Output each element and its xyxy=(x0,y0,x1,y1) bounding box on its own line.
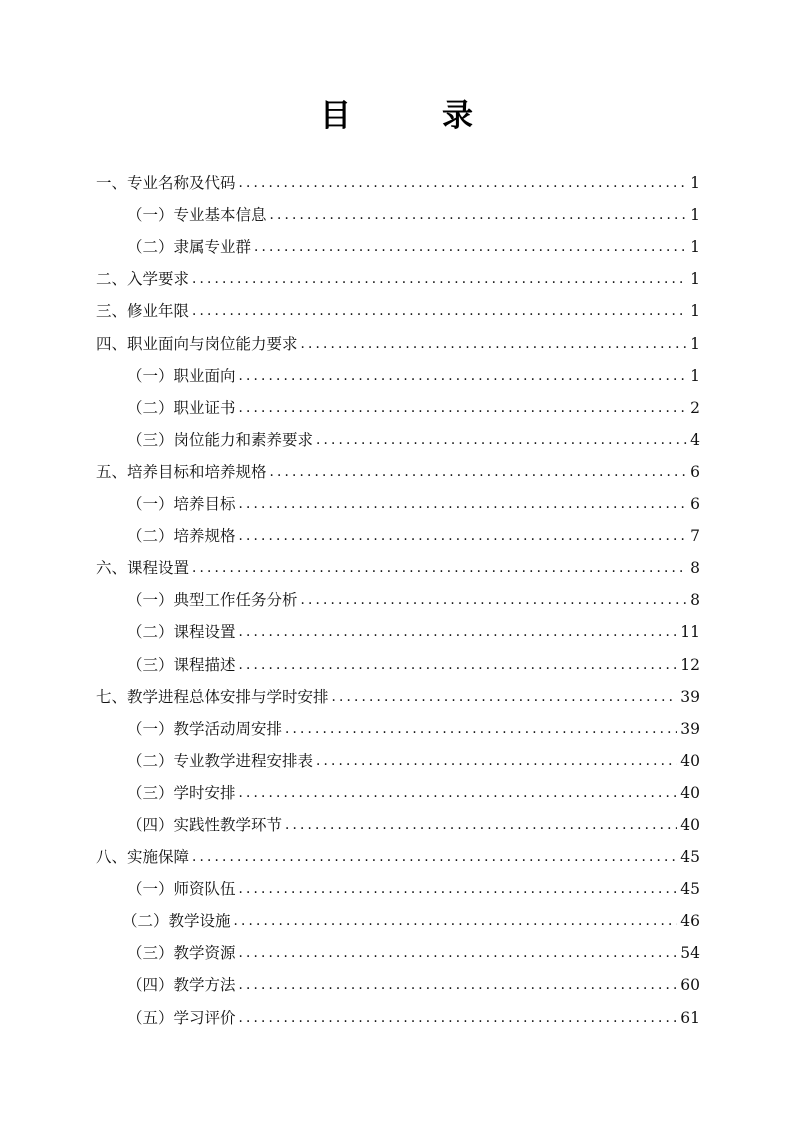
toc-entry-page: 46 xyxy=(680,912,700,931)
toc-dot-leader xyxy=(332,687,678,709)
toc-entry[interactable] xyxy=(96,323,700,355)
toc-entry-label: （三）岗位能力和素养要求 xyxy=(127,430,314,449)
toc-entry[interactable] xyxy=(96,388,700,420)
toc-entry[interactable] xyxy=(96,259,700,291)
toc-dot-leader xyxy=(239,526,687,548)
toc-entry[interactable] xyxy=(96,484,700,516)
toc-dot-leader xyxy=(239,398,687,420)
toc-entry-page: 6 xyxy=(690,495,700,514)
toc-dot-leader xyxy=(316,430,687,452)
toc-entry-page: 2 xyxy=(690,398,700,417)
toc-dot-leader xyxy=(239,783,678,805)
toc-entry-label: 四、职业面向与岗位能力要求 xyxy=(96,334,298,353)
toc-entry[interactable] xyxy=(96,516,700,548)
toc-entry-label: 一、专业名称及代码 xyxy=(96,174,236,193)
toc-entry-label: （三）学时安排 xyxy=(127,783,236,802)
toc-entry-label: （四）教学方法 xyxy=(127,976,236,995)
toc-dot-leader xyxy=(239,366,687,388)
toc-entry-label: （二）培养规格 xyxy=(127,527,236,546)
toc-entry-label: （二）隶属专业群 xyxy=(127,238,252,257)
toc-entry-page: 1 xyxy=(690,270,700,289)
toc-entry-page: 60 xyxy=(680,976,700,995)
toc-entry-page: 6 xyxy=(690,462,700,481)
toc-entry-label: （一）培养目标 xyxy=(127,495,236,514)
toc-dot-leader xyxy=(285,719,677,741)
toc-entry[interactable] xyxy=(96,644,700,676)
toc-entry[interactable] xyxy=(96,965,700,997)
toc-entry[interactable] xyxy=(96,901,700,933)
page-title: 目 录 xyxy=(320,98,503,134)
toc-entry-label: （三）教学资源 xyxy=(127,944,236,963)
toc-dot-leader xyxy=(301,590,687,612)
toc-dot-leader xyxy=(270,205,687,227)
toc-entry[interactable] xyxy=(96,291,700,323)
toc-entry[interactable] xyxy=(96,356,700,388)
toc-entry[interactable] xyxy=(96,548,700,580)
toc-entry[interactable] xyxy=(96,163,700,195)
toc-dot-leader xyxy=(239,975,678,997)
toc-entry-page: 1 xyxy=(690,334,700,353)
toc-entry-page: 54 xyxy=(680,944,700,963)
table-of-contents xyxy=(96,163,700,1030)
toc-entry-page: 1 xyxy=(690,206,700,225)
toc-entry[interactable] xyxy=(96,805,700,837)
toc-dot-leader xyxy=(239,494,687,516)
toc-entry-label: （四）实践性教学环节 xyxy=(127,815,283,834)
toc-entry-label: （一）教学活动周安排 xyxy=(127,719,283,738)
toc-entry[interactable] xyxy=(96,677,700,709)
toc-entry-page: 39 xyxy=(680,719,700,738)
toc-entry-page: 1 xyxy=(690,366,700,385)
toc-entry-page: 7 xyxy=(690,527,700,546)
toc-entry[interactable] xyxy=(96,195,700,227)
toc-entry-page: 45 xyxy=(680,848,700,867)
toc-dot-leader xyxy=(301,334,687,356)
toc-entry-page: 39 xyxy=(680,687,700,706)
toc-entry-label: （二）课程设置 xyxy=(127,623,236,642)
toc-entry-page: 61 xyxy=(680,1008,700,1027)
toc-entry-page: 45 xyxy=(680,880,700,899)
toc-entry-label: 七、教学进程总体安排与学时安排 xyxy=(96,687,329,706)
toc-entry[interactable] xyxy=(96,420,700,452)
toc-dot-leader xyxy=(285,815,677,837)
toc-entry-label: （二）专业教学进程安排表 xyxy=(127,751,314,770)
toc-entry[interactable] xyxy=(96,612,700,644)
toc-entry[interactable] xyxy=(96,773,700,805)
toc-entry-page: 8 xyxy=(690,591,700,610)
toc-entry-label: 八、实施保障 xyxy=(96,848,190,867)
toc-entry-page: 4 xyxy=(690,430,700,449)
toc-dot-leader xyxy=(192,558,687,580)
toc-entry-page: 1 xyxy=(690,174,700,193)
toc-entry-label: （二）教学设施 xyxy=(122,912,231,931)
toc-dot-leader xyxy=(254,237,687,259)
toc-dot-leader xyxy=(239,943,678,965)
toc-entry[interactable] xyxy=(96,452,700,484)
toc-entry[interactable] xyxy=(96,709,700,741)
toc-entry-label: （二）职业证书 xyxy=(127,398,236,417)
toc-entry-label: （一）师资队伍 xyxy=(127,880,236,899)
toc-dot-leader xyxy=(192,847,677,869)
toc-entry-label: （一）典型工作任务分析 xyxy=(127,591,298,610)
toc-entry[interactable] xyxy=(96,997,700,1029)
toc-entry-label: （五）学习评价 xyxy=(127,1008,236,1027)
toc-entry[interactable] xyxy=(96,580,700,612)
toc-entry-label: （一）职业面向 xyxy=(127,366,236,385)
toc-dot-leader xyxy=(316,751,677,773)
toc-entry-page: 40 xyxy=(680,751,700,770)
toc-dot-leader xyxy=(234,911,678,933)
toc-entry-label: 二、入学要求 xyxy=(96,270,190,289)
toc-entry-label: 五、培养目标和培养规格 xyxy=(96,462,267,481)
toc-entry-page: 12 xyxy=(680,655,700,674)
toc-entry[interactable] xyxy=(96,869,700,901)
toc-entry-page: 1 xyxy=(690,238,700,257)
toc-dot-leader xyxy=(239,1008,678,1030)
toc-entry-label: （一）专业基本信息 xyxy=(127,206,267,225)
toc-entry[interactable] xyxy=(96,227,700,259)
toc-dot-leader xyxy=(239,655,678,677)
toc-dot-leader xyxy=(192,301,687,323)
toc-entry-page: 11 xyxy=(680,623,700,642)
toc-entry-label: 三、修业年限 xyxy=(96,302,190,321)
toc-dot-leader xyxy=(239,173,687,195)
toc-dot-leader xyxy=(239,622,678,644)
toc-entry-page: 40 xyxy=(680,815,700,834)
toc-dot-leader xyxy=(270,462,687,484)
toc-dot-leader xyxy=(192,269,687,291)
toc-entry-page: 1 xyxy=(690,302,700,321)
toc-entry-label: （三）课程描述 xyxy=(127,655,236,674)
toc-entry-label: 六、课程设置 xyxy=(96,559,190,578)
toc-entry[interactable] xyxy=(96,741,700,773)
toc-entry-page: 40 xyxy=(680,783,700,802)
toc-entry-page: 8 xyxy=(690,559,700,578)
toc-dot-leader xyxy=(239,879,678,901)
toc-entry[interactable] xyxy=(96,837,700,869)
toc-entry[interactable] xyxy=(96,933,700,965)
